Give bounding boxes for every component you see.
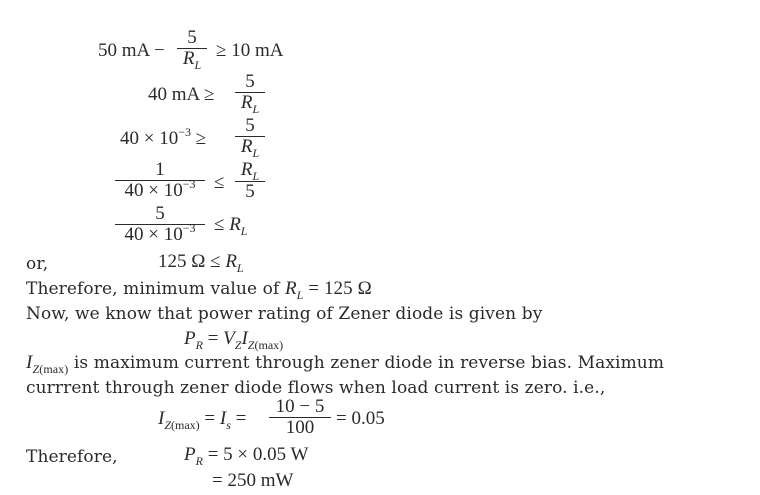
power-subscript: R bbox=[195, 454, 203, 468]
rhs-variable-subscript: L bbox=[240, 224, 248, 238]
fraction-numerator: 10 − 5 bbox=[275, 396, 325, 417]
fraction-denominator: 40 × 10 bbox=[124, 224, 183, 245]
fraction-numerator: 5 bbox=[245, 71, 255, 92]
therefore-min-line bbox=[26, 278, 372, 300]
exponent: −3 bbox=[182, 177, 196, 191]
or-label: or, bbox=[26, 254, 49, 274]
fraction-denominator-subscript: L bbox=[252, 102, 260, 116]
lhs-value: 40 × 10 bbox=[120, 128, 179, 149]
izmax-sentence bbox=[26, 352, 664, 374]
eq-step-4-relation bbox=[214, 172, 224, 194]
rhs-variable: R bbox=[229, 214, 241, 235]
eq-step-1-lhs-text: 50 mA − bbox=[98, 40, 165, 61]
lhs-value: 125 Ω bbox=[158, 251, 206, 272]
relation-sign: ≥ bbox=[195, 128, 207, 149]
eq-step-1-fraction bbox=[176, 28, 208, 70]
current-symbol: I bbox=[158, 408, 165, 429]
source-current-subscript: s bbox=[226, 418, 231, 432]
fraction-numerator-subscript: L bbox=[252, 169, 260, 183]
pr-result: = 250 mW bbox=[212, 470, 294, 491]
izmax-fraction bbox=[268, 397, 332, 438]
power-symbol: P bbox=[184, 444, 196, 465]
fraction-denominator: R bbox=[240, 92, 253, 113]
relation-sign: ≥ bbox=[216, 40, 227, 61]
current-subscript-max: (max) bbox=[254, 338, 284, 352]
relation-sign: ≤ bbox=[210, 251, 221, 272]
izmax-description: is maximum current through zener diode in reverse bias. Maximum bbox=[73, 353, 665, 373]
current-subscript: Z bbox=[247, 338, 255, 352]
eq-step-5-lhs-fraction bbox=[114, 204, 206, 246]
current-subscript-max: (max) bbox=[171, 418, 200, 432]
fraction-numerator: 5 bbox=[245, 115, 255, 136]
rhs-variable-subscript: L bbox=[236, 261, 244, 275]
current-subscript: Z bbox=[32, 362, 40, 376]
voltage-subscript: Z bbox=[234, 338, 242, 352]
fraction-numerator: 1 bbox=[155, 159, 165, 180]
fraction-denominator-subscript: L bbox=[194, 58, 202, 72]
fraction-numerator: R bbox=[240, 159, 253, 180]
eq-step-2-fraction bbox=[234, 72, 266, 114]
eq-step-3-fraction bbox=[234, 116, 266, 158]
fraction-denominator: 5 bbox=[245, 181, 255, 202]
voltage-symbol: V bbox=[223, 328, 235, 349]
equals-sign: = bbox=[235, 408, 247, 429]
fraction-denominator: R bbox=[182, 48, 195, 69]
current-subscript-max: (max) bbox=[39, 362, 69, 376]
therefore-text: Therefore, minimum value of bbox=[26, 279, 280, 299]
pr-expression: = 5 × 0.05 W bbox=[207, 444, 309, 465]
eq-step-3-lhs bbox=[120, 125, 207, 150]
relation-sign: ≤ bbox=[214, 172, 225, 193]
equals-sign: = bbox=[207, 328, 219, 349]
fraction-denominator: 40 × 10 bbox=[124, 180, 183, 201]
izmax-result: = 0.05 bbox=[336, 408, 385, 429]
exponent: −3 bbox=[182, 221, 196, 235]
lhs-value: 40 mA bbox=[148, 84, 200, 105]
source-current-symbol: I bbox=[219, 408, 227, 429]
power-subscript: R bbox=[195, 338, 203, 352]
fraction-denominator: R bbox=[240, 136, 253, 157]
izmax-eq-lhs bbox=[158, 408, 246, 430]
variable-subscript: L bbox=[296, 288, 304, 302]
min-value: = 125 Ω bbox=[308, 278, 372, 299]
exponent: −3 bbox=[178, 125, 191, 139]
power-formula bbox=[184, 328, 283, 350]
current-subscript: Z bbox=[164, 418, 172, 432]
currrent-sentence: currrent through zener diode flows when load current is zero. i.e., bbox=[26, 378, 606, 398]
variable: R bbox=[284, 278, 297, 299]
fraction-numerator: 5 bbox=[155, 203, 165, 224]
eq-step-1-lhs bbox=[98, 40, 165, 62]
eq-step-2-lhs bbox=[148, 84, 214, 106]
fraction-denominator: 100 bbox=[285, 417, 315, 438]
eq-step-1-rhs bbox=[216, 40, 283, 62]
pr-calculation bbox=[184, 444, 308, 466]
therefore-label: Therefore, bbox=[26, 447, 118, 467]
equals-sign: = bbox=[204, 408, 216, 429]
current-symbol: I bbox=[241, 328, 248, 349]
relation-sign: ≤ bbox=[214, 214, 225, 235]
current-symbol: I bbox=[26, 352, 33, 373]
fraction-denominator-subscript: L bbox=[252, 146, 260, 160]
eq-step-6 bbox=[158, 251, 244, 273]
relation-sign: ≥ bbox=[203, 84, 215, 105]
rhs-value: 10 mA bbox=[231, 40, 284, 61]
zener-intro-text: Now, we know that power rating of Zener diode is given by bbox=[26, 304, 543, 324]
rhs-variable: R bbox=[225, 251, 237, 272]
eq-step-4-lhs-fraction bbox=[114, 160, 206, 202]
eq-step-5-rhs bbox=[214, 214, 247, 236]
fraction-numerator: 5 bbox=[187, 27, 197, 48]
power-symbol: P bbox=[184, 328, 196, 349]
eq-step-4-rhs-fraction bbox=[234, 160, 266, 202]
